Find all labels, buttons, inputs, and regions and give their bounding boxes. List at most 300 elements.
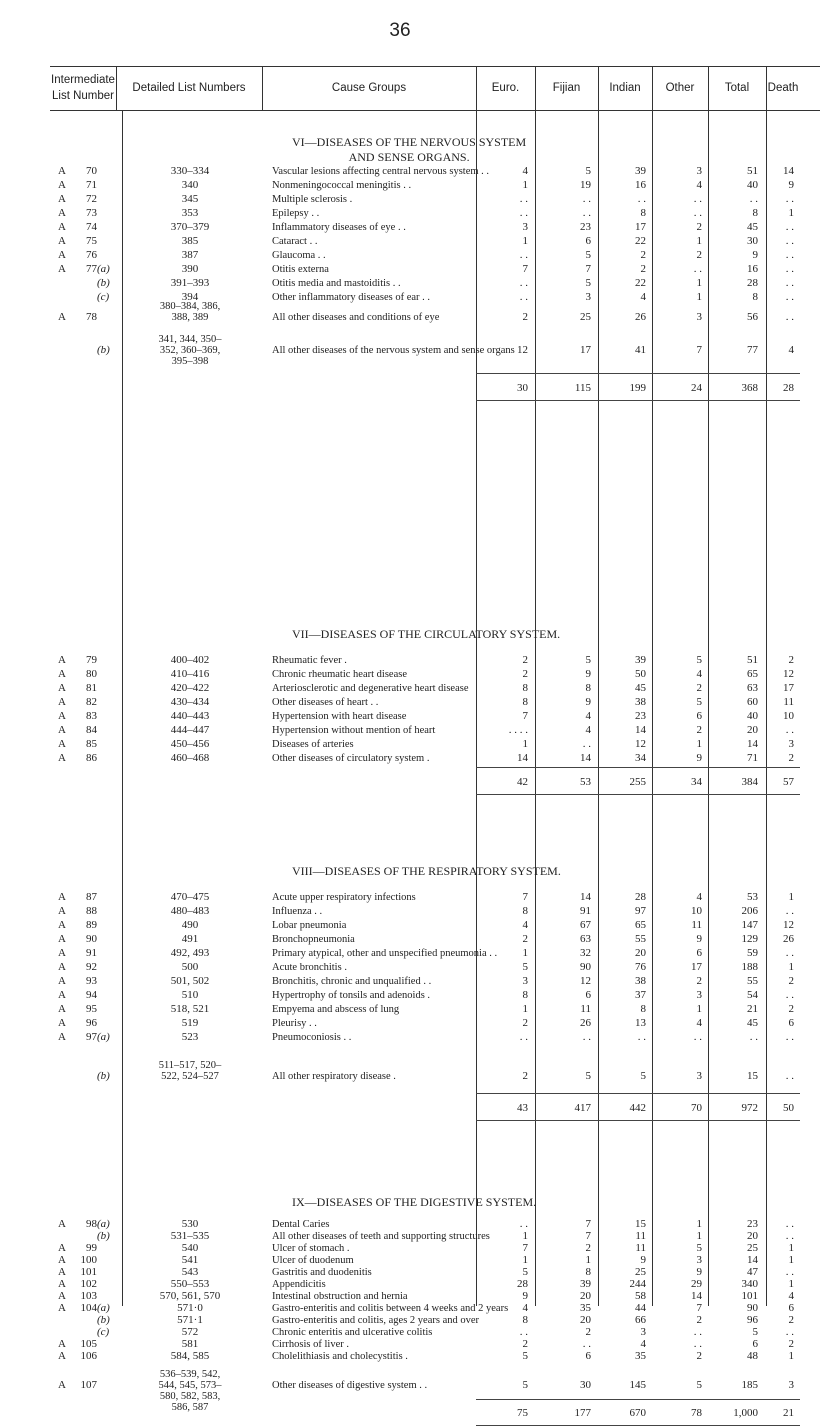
cause-name: Pleurisy . . <box>272 1018 317 1029</box>
fijian-value: 5 <box>585 1070 591 1082</box>
total-value: 51 <box>747 165 758 177</box>
death-value: . . <box>785 221 794 233</box>
intermediate-number: 87 <box>86 891 97 903</box>
row-letter: A <box>58 165 66 177</box>
euro-value: 12 <box>517 344 528 356</box>
total-value: 45 <box>747 221 758 233</box>
death-value: . . <box>785 989 794 1001</box>
other-value: 2 <box>696 975 702 987</box>
total-value: 90 <box>747 1301 758 1314</box>
death-total: 50 <box>783 1102 794 1114</box>
intermediate-sub: (b) <box>97 1230 110 1243</box>
section-title <box>292 627 560 642</box>
death-value: 12 <box>783 668 794 680</box>
cause-name: Empyema and abscess of lung <box>272 1004 400 1015</box>
intermediate-number: 72 <box>86 193 97 205</box>
detailed-numbers: 440–443 <box>170 710 210 722</box>
total-value: . . <box>749 193 758 205</box>
indian-value: 65 <box>635 919 646 931</box>
row-letter: A <box>58 752 66 764</box>
total-value: 71 <box>747 752 758 764</box>
table-row <box>0 710 800 723</box>
fijian-total: 177 <box>574 1407 591 1420</box>
euro-value: 8 <box>522 989 528 1001</box>
fijian-value: 14 <box>580 752 591 764</box>
death-value: 26 <box>783 933 794 945</box>
intermediate-sub: (a) <box>97 263 110 275</box>
detailed-numbers: 511–517, 520–522, 524–527 <box>158 1060 222 1082</box>
intermediate-sub: (c) <box>97 1325 110 1338</box>
euro-value: 5 <box>522 961 528 973</box>
euro-value: 2 <box>522 933 528 945</box>
other-value: 17 <box>691 961 702 973</box>
fijian-value: . . <box>582 207 591 219</box>
totals-bottom-rule <box>476 1120 800 1121</box>
indian-value: 15 <box>635 1218 646 1231</box>
intermediate-number: 99 <box>86 1242 97 1255</box>
indian-value: 50 <box>635 668 646 680</box>
indian-value: 9 <box>640 1253 646 1266</box>
detailed-numbers: 500 <box>181 961 199 973</box>
death-value: 9 <box>788 179 794 191</box>
death-value: 6 <box>788 1301 794 1314</box>
fijian-value: 26 <box>580 1017 591 1029</box>
fijian-value: 4 <box>585 724 591 736</box>
detailed-numbers: 540 <box>181 1242 199 1255</box>
detailed-numbers: 490 <box>181 919 199 931</box>
totals-rule <box>476 1399 800 1400</box>
indian-value: . . <box>637 193 646 205</box>
row-letter: A <box>58 249 66 261</box>
other-value: 9 <box>696 933 702 945</box>
euro-value: 5 <box>522 1378 528 1391</box>
row-letter: A <box>58 1017 66 1029</box>
other-value: 1 <box>696 235 702 247</box>
detailed-numbers: 345 <box>181 193 199 205</box>
total-value: 63 <box>747 682 758 694</box>
total-value: 59 <box>747 947 758 959</box>
indian-value: 97 <box>635 905 646 917</box>
euro-value: 8 <box>522 1313 528 1326</box>
fijian-value: 11 <box>580 1003 591 1015</box>
other-total: 78 <box>691 1407 702 1420</box>
cause-name: Cirrhosis of liver . <box>272 1338 349 1350</box>
intermediate-number: 98 <box>86 1218 97 1231</box>
detailed-numbers: 531–535 <box>170 1230 210 1243</box>
other-value: 14 <box>691 1289 702 1302</box>
total-value: 45 <box>747 1017 758 1029</box>
euro-value: . . <box>519 277 528 289</box>
other-total: 24 <box>691 382 702 394</box>
row-letter: A <box>58 1031 66 1043</box>
fijian-value: 30 <box>580 1378 591 1391</box>
cause-name: Pneumoconiosis . . <box>272 1032 352 1043</box>
euro-value: 7 <box>522 891 528 903</box>
other-value: 4 <box>696 668 702 680</box>
euro-value: 2 <box>522 311 528 323</box>
death-value: 1 <box>788 891 794 903</box>
fijian-value: 12 <box>580 975 591 987</box>
euro-value: . . <box>519 1325 528 1338</box>
intermediate-sub: (b) <box>97 1070 110 1082</box>
detailed-numbers: 536–539, 542, 544, 545, 573–580, 582, 583, 586, 587 <box>158 1368 222 1413</box>
row-letter: A <box>58 947 66 959</box>
total-value: 8 <box>752 207 758 219</box>
detailed-numbers: 530 <box>181 1218 199 1231</box>
header-detailed: Detailed List Numbers <box>132 82 246 95</box>
other-value: 3 <box>696 1070 702 1082</box>
euro-total: 43 <box>517 1102 528 1114</box>
fijian-value: 91 <box>580 905 591 917</box>
cause-name: Hypertension without mention of heart <box>272 725 436 736</box>
indian-value: 39 <box>635 654 646 666</box>
header-bottom-rule <box>50 110 820 111</box>
indian-value: 11 <box>635 1230 646 1243</box>
row-letter: A <box>58 696 66 708</box>
row-letter: A <box>58 1378 66 1391</box>
other-value: 5 <box>696 654 702 666</box>
detailed-numbers: 584, 585 <box>170 1349 210 1362</box>
row-letter: A <box>58 207 66 219</box>
intermediate-number: 107 <box>80 1378 97 1391</box>
detailed-numbers: 340 <box>181 179 199 191</box>
intermediate-number: 96 <box>86 1017 97 1029</box>
euro-value: 9 <box>522 1289 528 1302</box>
other-value: 3 <box>696 165 702 177</box>
other-value: 3 <box>696 1253 702 1266</box>
indian-value: 17 <box>635 221 646 233</box>
indian-value: 2 <box>640 249 646 261</box>
totals-row <box>0 776 800 789</box>
fijian-total: 53 <box>580 776 591 788</box>
indian-value: 22 <box>635 235 646 247</box>
cause-name: Gastro-enteritis and colitis, ages 2 years and over <box>272 1314 480 1326</box>
other-value: 1 <box>696 291 702 303</box>
header-total: Total <box>724 82 750 95</box>
total-value: 20 <box>747 724 758 736</box>
fijian-value: 17 <box>580 344 591 356</box>
fijian-value: 5 <box>585 165 591 177</box>
other-value: . . <box>693 263 702 275</box>
indian-value: 34 <box>635 752 646 764</box>
row-letter: A <box>58 311 66 323</box>
total-value: 47 <box>747 1265 758 1278</box>
euro-value: . . <box>519 193 528 205</box>
cause-name: Gastritis and duodenitis <box>272 1266 372 1278</box>
detailed-numbers: 394 <box>181 291 199 303</box>
euro-value: 1 <box>522 947 528 959</box>
fijian-value: 6 <box>585 1349 591 1362</box>
cause-name: Hypertrophy of tonsils and adenoids . <box>272 990 431 1001</box>
intermediate-sub: (b) <box>97 1313 110 1326</box>
euro-value: 7 <box>522 1242 528 1255</box>
other-value: . . <box>693 1031 702 1043</box>
fijian-value: 5 <box>585 277 591 289</box>
row-letter: A <box>58 1337 66 1350</box>
detailed-numbers: 370–379 <box>170 221 210 233</box>
table-top-rule <box>50 66 820 67</box>
intermediate-number: 88 <box>86 905 97 917</box>
other-value: 5 <box>696 1378 702 1391</box>
cause-name: Multiple sclerosis . <box>272 194 353 205</box>
death-value: 10 <box>783 710 794 722</box>
death-value: 2 <box>788 1313 794 1326</box>
death-value: 2 <box>788 1003 794 1015</box>
intermediate-sub: (b) <box>97 277 110 289</box>
totals-rule <box>476 767 800 768</box>
fijian-value: 3 <box>585 291 591 303</box>
death-value: . . <box>785 1218 794 1231</box>
total-value: 96 <box>747 1313 758 1326</box>
detailed-numbers: 387 <box>181 249 199 261</box>
fijian-value: 5 <box>585 249 591 261</box>
other-value: 7 <box>696 344 702 356</box>
detailed-numbers: 501, 502 <box>170 975 210 987</box>
euro-total: 42 <box>517 776 528 788</box>
other-value: 4 <box>696 179 702 191</box>
header-indian: Indian <box>609 82 641 95</box>
fijian-value: . . <box>582 1031 591 1043</box>
euro-value: 8 <box>522 905 528 917</box>
cause-name: Bronchitis, chronic and unqualified . . <box>272 976 432 987</box>
other-value: 2 <box>696 1313 702 1326</box>
indian-value: . . <box>637 1031 646 1043</box>
table-row <box>0 207 800 220</box>
euro-value: . . <box>519 1031 528 1043</box>
death-value: 1 <box>788 1277 794 1290</box>
detailed-numbers: 341, 344, 350–352, 360–369, 395–398 <box>158 334 222 367</box>
other-value: 9 <box>696 1265 702 1278</box>
intermediate-number: 81 <box>86 682 97 694</box>
indian-value: 45 <box>635 682 646 694</box>
euro-value: 8 <box>522 696 528 708</box>
fijian-total: 417 <box>574 1102 591 1114</box>
page-number: 36 <box>389 20 411 41</box>
cause-name: Rheumatic fever . <box>272 655 347 666</box>
detailed-numbers: 330–334 <box>170 165 210 177</box>
indian-total: 199 <box>629 382 646 394</box>
fijian-value: 8 <box>585 1265 591 1278</box>
cause-name: Cholelithiasis and cholecystitis . <box>272 1350 408 1362</box>
detailed-numbers: 581 <box>181 1337 199 1350</box>
fijian-value: 25 <box>580 311 591 323</box>
col-divider <box>116 66 117 110</box>
detailed-numbers: 430–434 <box>170 696 210 708</box>
cause-name: Chronic enteritis and ulcerative colitis <box>272 1326 433 1338</box>
detailed-numbers: 541 <box>181 1253 199 1266</box>
total-value: 16 <box>747 263 758 275</box>
fijian-value: 2 <box>585 1325 591 1338</box>
total-total: 368 <box>741 382 758 394</box>
fijian-value: 19 <box>580 179 591 191</box>
table-row <box>0 696 800 709</box>
cause-name: All other diseases of teeth and supporting structures <box>272 1231 490 1243</box>
cause-name: Appendicitis <box>272 1278 326 1290</box>
table-row <box>0 947 800 960</box>
totals-row <box>0 382 800 395</box>
detailed-numbers: 410–416 <box>170 668 210 680</box>
cause-name: Glaucoma . . <box>272 250 326 261</box>
euro-value: 5 <box>522 1265 528 1278</box>
indian-value: 76 <box>635 961 646 973</box>
intermediate-number: 94 <box>86 989 97 1001</box>
total-value: 60 <box>747 696 758 708</box>
other-value: 1 <box>696 1218 702 1231</box>
indian-value: 12 <box>635 738 646 750</box>
fijian-value: 90 <box>580 961 591 973</box>
death-value: . . <box>785 1325 794 1338</box>
indian-value: 23 <box>635 710 646 722</box>
euro-value: . . . . <box>508 724 528 736</box>
euro-value: 28 <box>517 1277 528 1290</box>
other-value: 3 <box>696 989 702 1001</box>
total-value: 9 <box>752 249 758 261</box>
detailed-numbers: 518, 521 <box>170 1003 210 1015</box>
row-letter: A <box>58 1218 66 1231</box>
euro-value: 1 <box>522 179 528 191</box>
other-value: 2 <box>696 1349 702 1362</box>
indian-value: 4 <box>640 291 646 303</box>
header-cause: Cause Groups <box>331 82 407 95</box>
detailed-numbers: 400–402 <box>170 654 210 666</box>
intermediate-number: 89 <box>86 919 97 931</box>
other-value: 5 <box>696 696 702 708</box>
cause-name: Intestinal obstruction and hernia <box>272 1290 408 1302</box>
intermediate-number: 73 <box>86 207 97 219</box>
fijian-value: . . <box>582 1337 591 1350</box>
indian-value: 38 <box>635 975 646 987</box>
intermediate-sub: (b) <box>97 344 110 356</box>
death-value: 6 <box>788 1017 794 1029</box>
header-euro: Euro. <box>491 82 520 95</box>
row-letter: A <box>58 193 66 205</box>
indian-value: 22 <box>635 277 646 289</box>
death-value: . . <box>785 1230 794 1243</box>
intermediate-number: 91 <box>86 947 97 959</box>
table-row <box>0 919 800 932</box>
total-value: 25 <box>747 1242 758 1255</box>
header-fijian: Fijian <box>552 82 581 95</box>
table-row <box>0 891 800 904</box>
detailed-numbers: 390 <box>181 263 199 275</box>
detailed-numbers: 380–384, 386, 388, 389 <box>159 301 221 323</box>
detailed-numbers: 523 <box>181 1031 199 1043</box>
table-row <box>0 1003 800 1016</box>
euro-value: 7 <box>522 710 528 722</box>
total-value: 129 <box>741 933 758 945</box>
row-letter: A <box>58 710 66 722</box>
intermediate-sub: (c) <box>97 291 110 303</box>
fijian-value: 32 <box>580 947 591 959</box>
fijian-value: 1 <box>585 1253 591 1266</box>
detailed-numbers: 491 <box>181 933 199 945</box>
death-value: 1 <box>788 961 794 973</box>
fijian-value: 23 <box>580 221 591 233</box>
totals-row <box>0 1102 800 1115</box>
euro-value: 2 <box>522 654 528 666</box>
table-row <box>0 933 800 946</box>
detailed-numbers: 353 <box>181 207 199 219</box>
intermediate-sub: (a) <box>97 1031 110 1043</box>
fijian-value: 67 <box>580 919 591 931</box>
cause-name: Other diseases of circulatory system . <box>272 753 430 764</box>
death-value: 12 <box>783 919 794 931</box>
intermediate-number: 70 <box>86 165 97 177</box>
fijian-value: 6 <box>585 989 591 1001</box>
death-value: 2 <box>788 654 794 666</box>
death-value: 2 <box>788 975 794 987</box>
death-value: . . <box>785 263 794 275</box>
death-total: 57 <box>783 776 794 788</box>
indian-value: 41 <box>635 344 646 356</box>
detailed-numbers: 391–393 <box>170 277 210 289</box>
death-value: . . <box>785 905 794 917</box>
detailed-numbers: 571·1 <box>177 1313 203 1326</box>
euro-value: 1 <box>522 1253 528 1266</box>
euro-value: 2 <box>522 1337 528 1350</box>
table-row <box>0 221 800 234</box>
death-value: 3 <box>788 738 794 750</box>
row-letter: A <box>58 1349 66 1362</box>
total-value: 53 <box>747 891 758 903</box>
total-value: 14 <box>747 1253 758 1266</box>
other-value: 2 <box>696 724 702 736</box>
other-value: 11 <box>691 919 702 931</box>
table-row <box>0 654 800 667</box>
indian-value: 4 <box>640 1337 646 1350</box>
indian-value: 28 <box>635 891 646 903</box>
total-value: 54 <box>747 989 758 1001</box>
total-value: 20 <box>747 1230 758 1243</box>
other-value: 1 <box>696 1230 702 1243</box>
indian-value: 13 <box>635 1017 646 1029</box>
row-letter: A <box>58 682 66 694</box>
indian-value: 38 <box>635 696 646 708</box>
intermediate-number: 102 <box>80 1277 97 1290</box>
detailed-numbers: 519 <box>181 1017 199 1029</box>
indian-value: 11 <box>635 1242 646 1255</box>
section-title-line: VI—DISEASES OF THE NERVOUS SYSTEM <box>292 135 527 149</box>
indian-value: 8 <box>640 207 646 219</box>
cause-name: Vascular lesions affecting central nervous system . . <box>272 166 490 177</box>
death-value: 3 <box>788 1378 794 1391</box>
fijian-value: . . <box>582 193 591 205</box>
fijian-value: 7 <box>585 263 591 275</box>
header-other: Other <box>665 82 695 95</box>
death-value: . . <box>785 1070 794 1082</box>
totals-rule <box>476 373 800 374</box>
other-total: 34 <box>691 776 702 788</box>
section-title-line: IX—DISEASES OF THE DIGESTIVE SYSTEM. <box>292 1195 537 1209</box>
total-value: 77 <box>747 344 758 356</box>
intermediate-number: 83 <box>86 710 97 722</box>
table-row <box>0 1060 800 1083</box>
row-letter: A <box>58 1003 66 1015</box>
table-row <box>0 668 800 681</box>
indian-total: 670 <box>629 1407 646 1420</box>
table-row <box>0 235 800 248</box>
indian-value: 8 <box>640 1003 646 1015</box>
indian-value: 14 <box>635 724 646 736</box>
cause-name: Otitis externa <box>272 264 329 275</box>
other-total: 70 <box>691 1102 702 1114</box>
fijian-value: 20 <box>580 1313 591 1326</box>
other-value: 4 <box>696 1017 702 1029</box>
row-letter: A <box>58 1265 66 1278</box>
table-row <box>0 724 800 737</box>
cause-name: Ulcer of duodenum <box>272 1254 354 1266</box>
cause-name: Epilepsy . . <box>272 208 320 219</box>
